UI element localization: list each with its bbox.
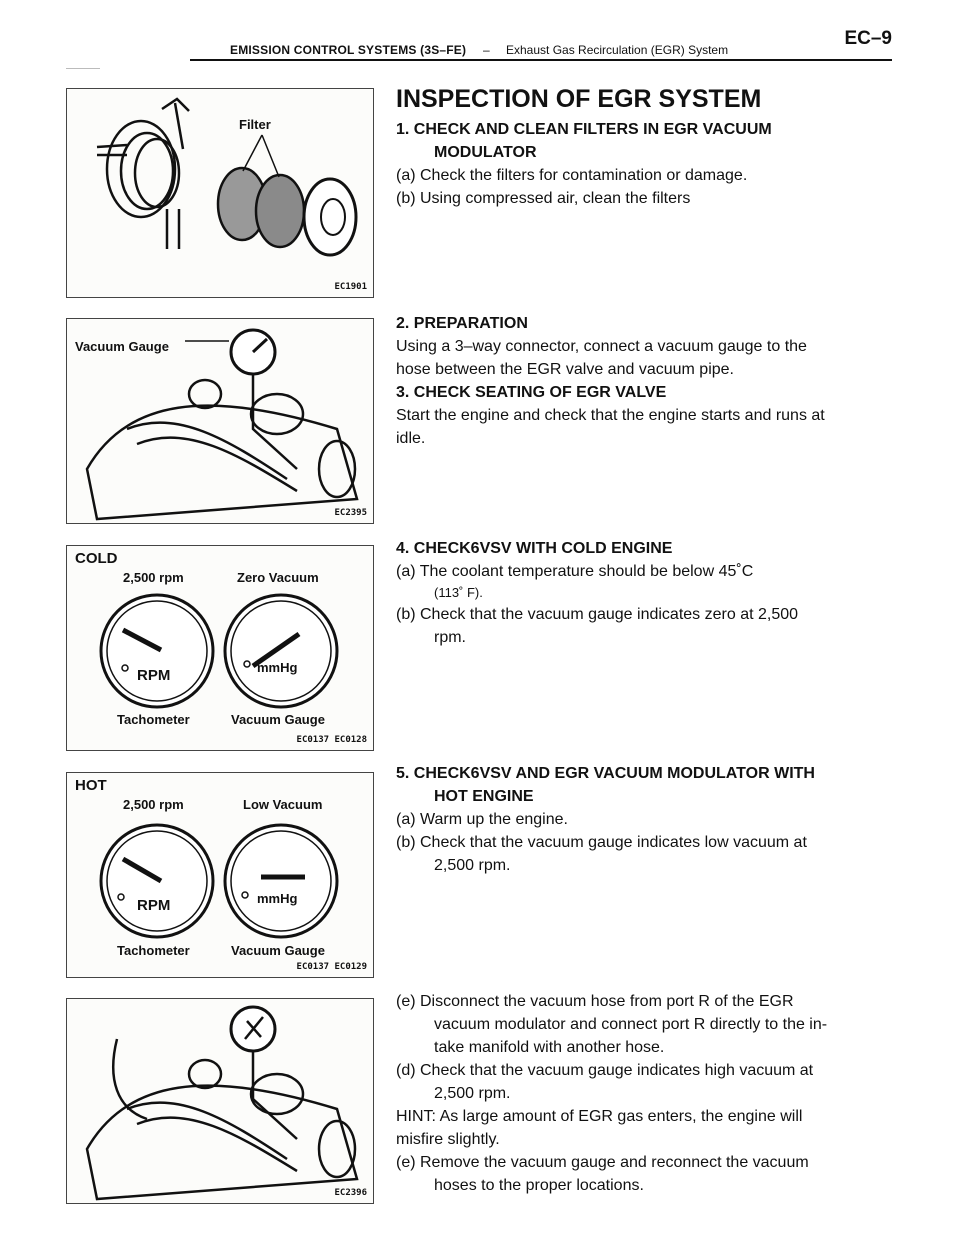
vacuum-gauge-label: Vacuum Gauge	[75, 339, 169, 354]
instruction-cont: hoses to the proper locations.	[434, 1177, 644, 1194]
instruction: (b) Check that the vacuum gauge indicates low vacuum at	[396, 834, 807, 851]
header-separator: –	[483, 43, 490, 57]
vacuum-state-label: Low Vacuum	[243, 797, 323, 812]
instruction: (a) The coolant temperature should be below 45˚C	[396, 563, 754, 580]
instruction: (b) Using compressed air, clean the filters	[396, 190, 691, 207]
mode-label: HOT	[75, 777, 107, 794]
instruction: hose between the EGR valve and vacuum pipe.	[396, 361, 734, 378]
mmhg-face-label: mmHg	[257, 660, 298, 675]
figure-code: EC2396	[334, 1188, 367, 1198]
hint-cont: misfire slightly.	[396, 1131, 500, 1148]
filter-illustration	[67, 89, 373, 297]
section-port-r	[396, 990, 876, 1197]
page-title: INSPECTION OF EGR SYSTEM	[396, 85, 762, 113]
step-heading: 1. CHECK AND CLEAN FILTERS IN EGR VACUUM	[396, 121, 772, 138]
instruction: Using a 3–way connector, connect a vacuum gauge to the	[396, 338, 807, 355]
mode-label: COLD	[75, 550, 118, 567]
instruction-cont: vacuum modulator and connect port R directly to the in-	[434, 1016, 828, 1033]
instruction-cont: rpm.	[434, 629, 466, 646]
tachometer-label: Tachometer	[117, 943, 190, 958]
vacuum-gauge-label: Vacuum Gauge	[231, 943, 325, 958]
mmhg-face-label: mmHg	[257, 891, 298, 906]
rpm-value-label: 2,500 rpm	[123, 570, 184, 585]
rpm-value-label: 2,500 rpm	[123, 797, 184, 812]
instruction: (e) Disconnect the vacuum hose from port R of the EGR	[396, 993, 794, 1010]
section-cold-engine	[396, 537, 876, 649]
instruction: (b) Check that the vacuum gauge indicates zero at 2,500	[396, 606, 799, 623]
section-inspection	[396, 84, 876, 210]
rpm-face-label: RPM	[137, 897, 171, 914]
instruction: (d) Check that the vacuum gauge indicates high vacuum at	[396, 1062, 814, 1079]
instruction: idle.	[396, 430, 426, 447]
engine-hose-illustration	[67, 999, 373, 1203]
instruction-cont: 2,500 rpm.	[434, 857, 511, 874]
instruction-cont: take manifold with another hose.	[434, 1039, 665, 1056]
figure-filters	[66, 88, 374, 298]
filter-label: Filter	[239, 117, 271, 132]
figure-code: EC1901	[334, 282, 367, 292]
figure-code: EC0137 EC0129	[296, 962, 367, 972]
hint: HINT: As large amount of EGR gas enters, the engine will	[396, 1108, 803, 1125]
tachometer-label: Tachometer	[117, 712, 190, 727]
hot-gauges-illustration	[67, 773, 373, 977]
step-heading: 5. CHECK6VSV AND EGR VACUUM MODULATOR WITH	[396, 765, 815, 782]
instruction-cont: (113˚ F).	[434, 585, 483, 600]
section-preparation	[396, 312, 876, 450]
figure-port-r-hose	[66, 998, 374, 1204]
instruction: (a) Check the filters for contamination or damage.	[396, 167, 748, 184]
step-heading-cont: HOT ENGINE	[434, 788, 534, 805]
figure-cold-gauges	[66, 545, 374, 751]
step-heading-cont: MODULATOR	[434, 144, 537, 161]
figure-vacuum-gauge	[66, 318, 374, 524]
section-hot-engine	[396, 762, 876, 877]
vacuum-gauge-label: Vacuum Gauge	[231, 712, 325, 727]
section-title: EMISSION CONTROL SYSTEMS (3S–FE)	[230, 43, 467, 57]
cold-gauges-illustration	[67, 546, 373, 750]
step-heading: 2. PREPARATION	[396, 315, 528, 332]
step-heading: 4. CHECK6VSV WITH COLD ENGINE	[396, 540, 673, 557]
header-rule	[190, 59, 892, 61]
vacuum-state-label: Zero Vacuum	[237, 570, 319, 585]
page-header	[190, 26, 892, 60]
figure-code: EC0137 EC0128	[296, 735, 367, 745]
subsection-title: Exhaust Gas Recirculation (EGR) System	[506, 43, 729, 57]
figure-code: EC2395	[334, 508, 367, 518]
step-heading: 3. CHECK SEATING OF EGR VALVE	[396, 384, 667, 401]
instruction: Start the engine and check that the engine starts and runs at	[396, 407, 825, 424]
divider	[66, 68, 100, 69]
instruction: (e) Remove the vacuum gauge and reconnect the vacuum	[396, 1154, 809, 1171]
instruction: (a) Warm up the engine.	[396, 811, 568, 828]
page-number: EC–9	[844, 28, 892, 49]
figure-hot-gauges	[66, 772, 374, 978]
rpm-face-label: RPM	[137, 667, 171, 684]
instruction-cont: 2,500 rpm.	[434, 1085, 511, 1102]
